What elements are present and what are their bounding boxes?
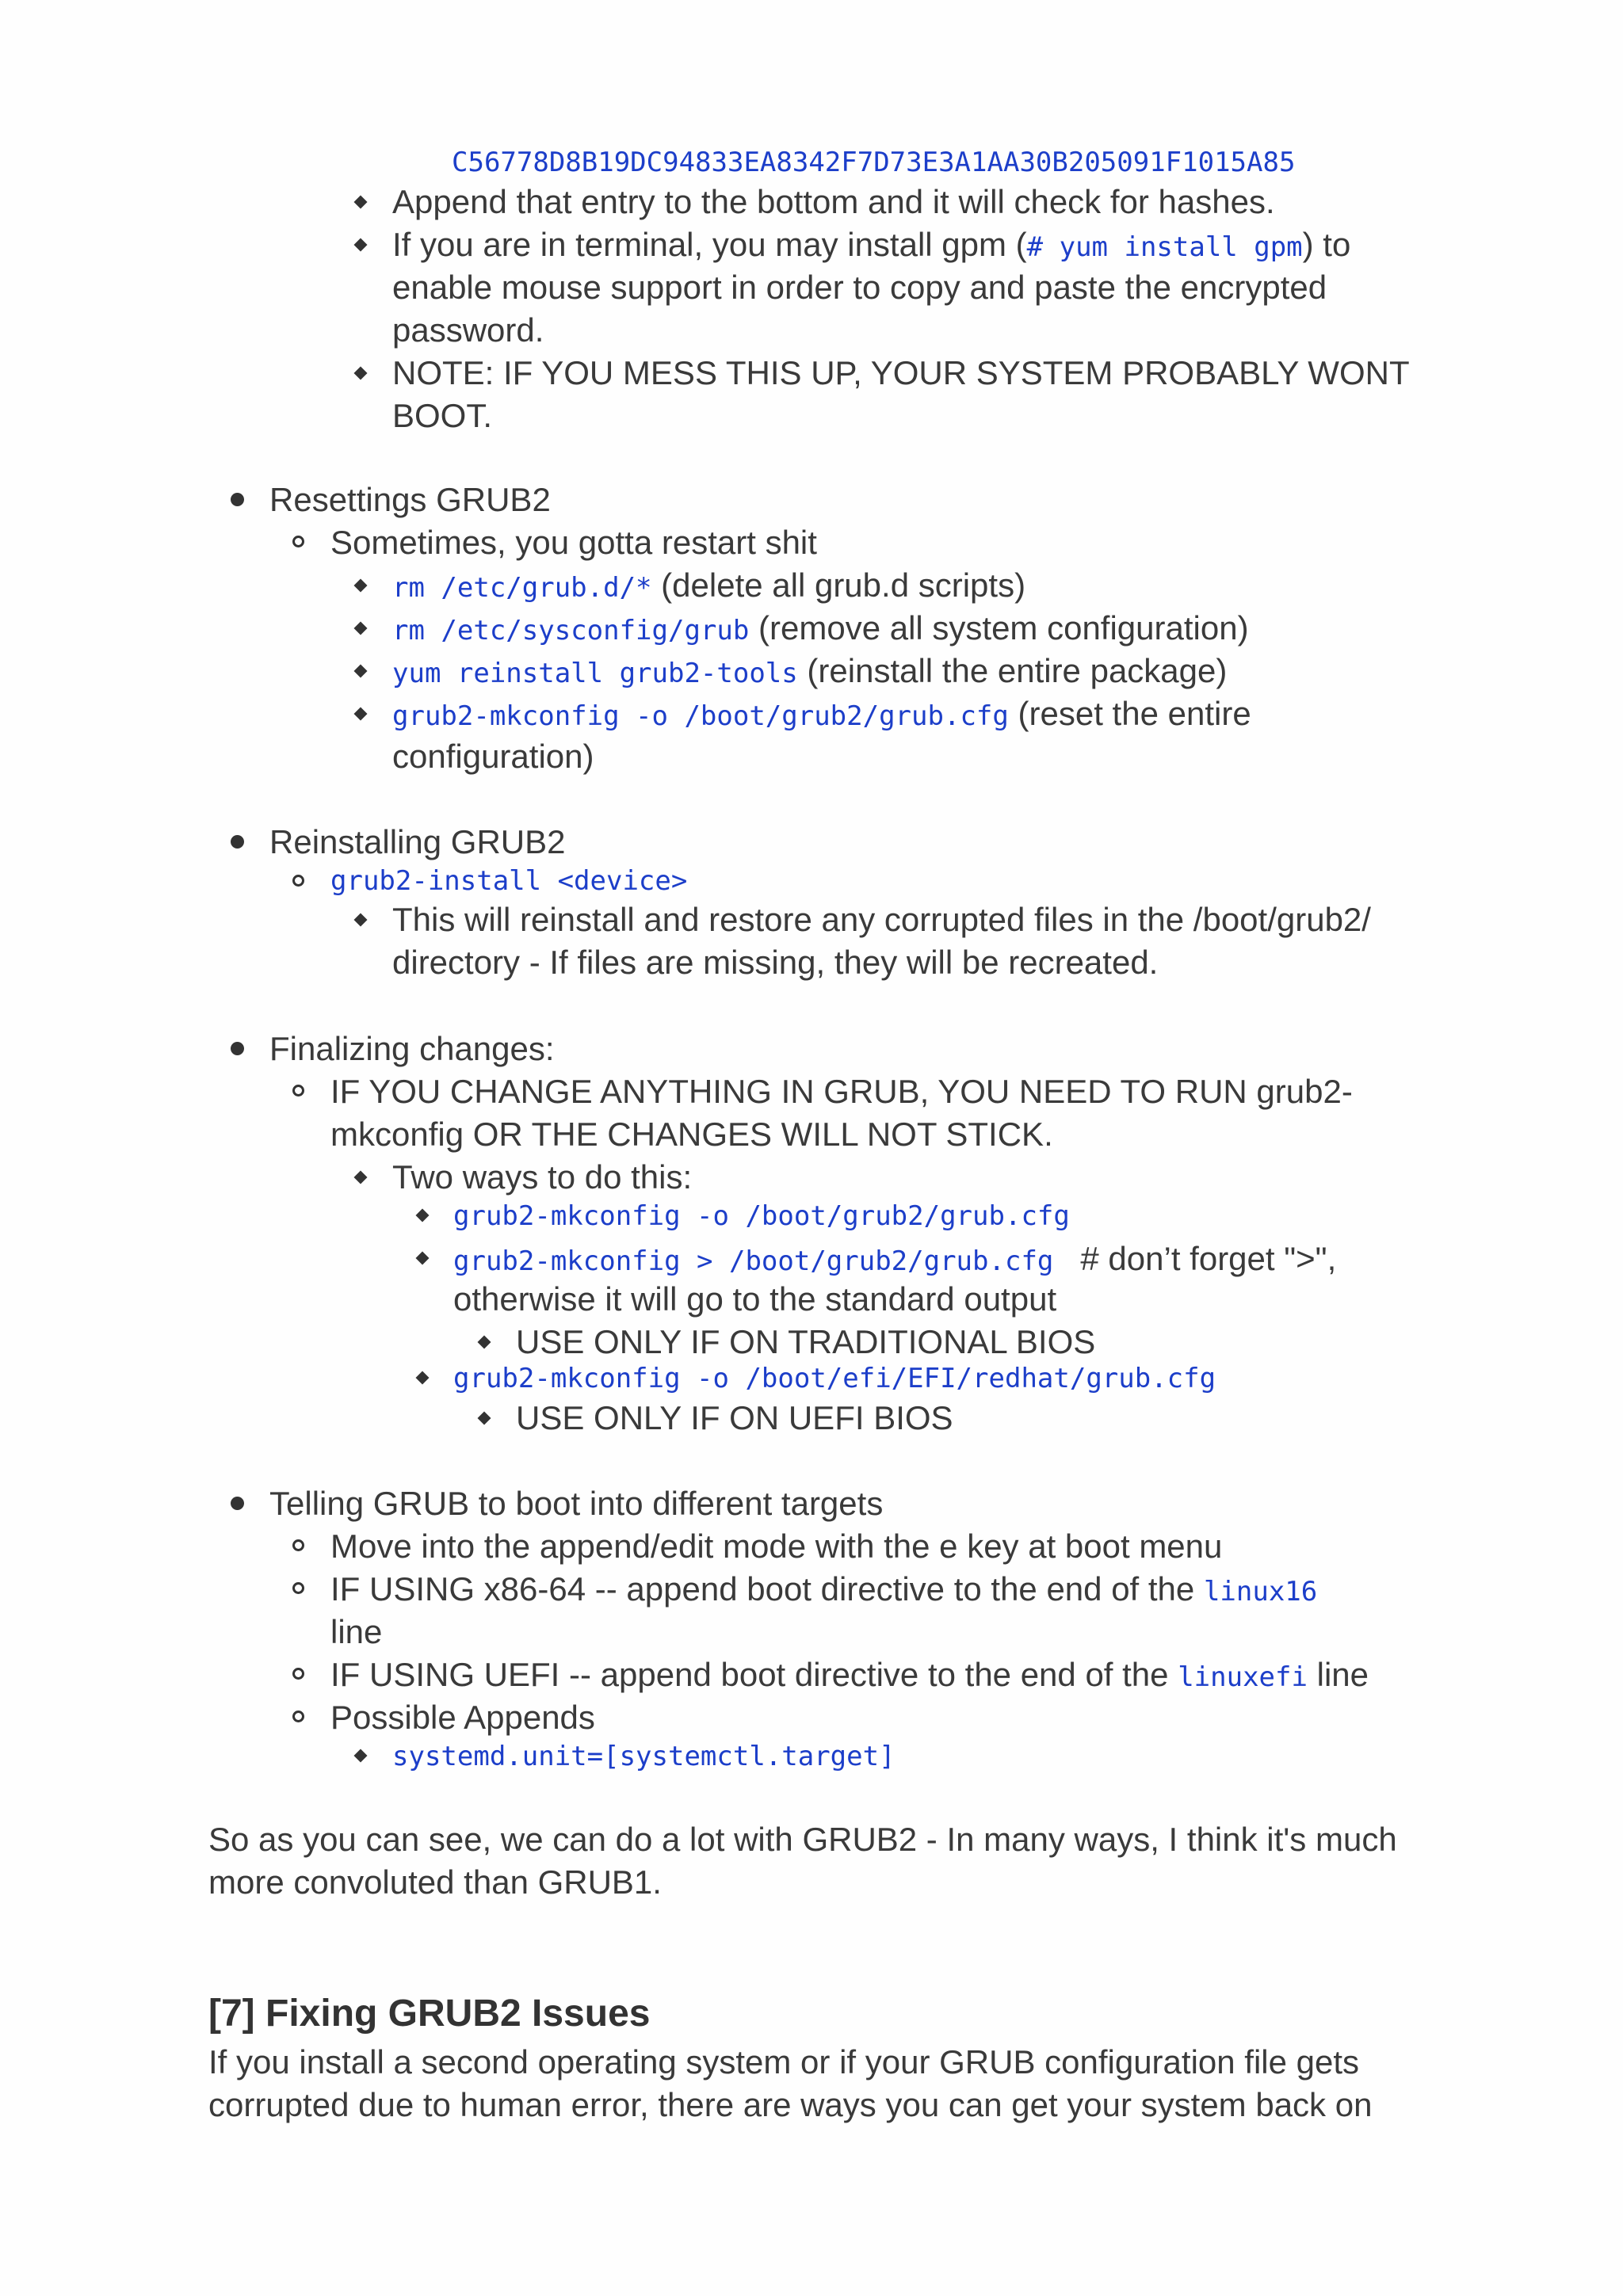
two-ways-text: Two ways to do this: xyxy=(392,1158,693,1196)
disc-bullet-icon xyxy=(231,1042,244,1055)
disc-bullet-icon xyxy=(231,1497,244,1510)
password-hash: C56778D8B19DC94833EA8342F7D73E3A1AA30B205091F1015A85 xyxy=(452,147,1296,178)
diamond-bullet-icon xyxy=(478,1412,491,1425)
circle-bullet-icon xyxy=(292,1539,304,1551)
circle-bullet-icon xyxy=(292,1085,304,1097)
reinstall-line-1: This will reinstall and restore any corrupted files in the /boot/grub2/ xyxy=(392,901,1371,938)
circle-bullet-icon xyxy=(292,875,304,887)
diamond-bullet-icon xyxy=(354,579,368,593)
diamond-bullet-icon xyxy=(416,1252,430,1265)
note-line-1: NOTE: IF YOU MESS THIS UP, YOUR SYSTEM PROBABLY WONT xyxy=(392,354,1410,391)
possible-appends: Possible Appends xyxy=(330,1699,595,1736)
traditional-bios-note: USE ONLY IF ON TRADITIONAL BIOS xyxy=(516,1323,1096,1360)
reset-item-4-line-2: configuration) xyxy=(392,738,594,775)
conclusion-line-2: more convoluted than GRUB1. xyxy=(208,1863,662,1901)
conclusion-line-1: So as you can see, we can do a lot with GRUB2 - In many ways, I think it's much xyxy=(208,1821,1397,1858)
reset-item-3: yum reinstall grub2-tools (reinstall the entire package) xyxy=(392,652,1228,689)
diamond-bullet-icon xyxy=(354,665,368,678)
resetting-title: Resettings GRUB2 xyxy=(269,481,551,518)
reinstalling-title: Reinstalling GRUB2 xyxy=(269,823,566,860)
grub2-install-code: grub2-install <device> xyxy=(330,865,688,897)
diamond-bullet-icon xyxy=(354,1171,368,1184)
reset-item-2: rm /etc/sysconfig/grub (remove all system configuration) xyxy=(392,609,1249,646)
section-7-line-2: corrupted due to human error, there are ways you can get your system back on xyxy=(208,2086,1373,2123)
disc-bullet-icon xyxy=(231,493,244,506)
linuxefi-code: linuxefi xyxy=(1178,1661,1308,1693)
finalizing-warn-line-1: IF YOU CHANGE ANYTHING IN GRUB, YOU NEED TO RUN grub2- xyxy=(330,1073,1353,1110)
circle-bullet-icon xyxy=(292,1668,304,1680)
diamond-bullet-icon xyxy=(354,1749,368,1763)
reset-item-1: rm /etc/grub.d/* (delete all grub.d scripts) xyxy=(392,566,1026,604)
linux16-code: linux16 xyxy=(1203,1576,1318,1608)
diamond-bullet-icon xyxy=(354,196,368,209)
note-line-2: BOOT. xyxy=(392,397,493,434)
finalizing-title: Finalizing changes: xyxy=(269,1030,555,1067)
append-entry-text: Append that entry to the bottom and it will check for hashes. xyxy=(392,183,1275,220)
circle-bullet-icon xyxy=(292,536,304,547)
diamond-bullet-icon xyxy=(354,707,368,721)
systemd-unit-code: systemd.unit=[systemctl.target] xyxy=(392,1741,896,1772)
circle-bullet-icon xyxy=(292,1582,304,1594)
uefi-bios-note: USE ONLY IF ON UEFI BIOS xyxy=(516,1399,953,1436)
reinstall-line-2: directory - If files are missing, they will be recreated. xyxy=(392,944,1159,981)
diamond-bullet-icon xyxy=(416,1209,430,1222)
diamond-bullet-icon xyxy=(354,238,368,252)
circle-bullet-icon xyxy=(292,1711,304,1722)
gpm-line-2: enable mouse support in order to copy and paste the encrypted xyxy=(392,269,1327,306)
diamond-bullet-icon xyxy=(416,1371,430,1385)
section-7-line-1: If you install a second operating system or if your GRUB configuration file gets xyxy=(208,2043,1360,2081)
diamond-bullet-icon xyxy=(478,1336,491,1349)
mkconfig-cmd-2-line: grub2-mkconfig > /boot/grub2/grub.cfg # don’t forget ">", xyxy=(453,1240,1337,1277)
finalizing-warn-line-2: mkconfig OR THE CHANGES WILL NOT STICK. xyxy=(330,1116,1053,1153)
section-heading: [7] Fixing GRUB2 Issues xyxy=(208,1993,651,2035)
targets-move: Move into the append/edit mode with the e key at boot menu xyxy=(330,1527,1223,1565)
targets-title: Telling GRUB to boot into different targets xyxy=(269,1485,884,1522)
resetting-sub: Sometimes, you gotta restart shit xyxy=(330,524,817,561)
gpm-install-code: # yum install gpm xyxy=(1026,231,1303,263)
diamond-bullet-icon xyxy=(354,622,368,635)
reset-item-4: grub2-mkconfig -o /boot/grub2/grub.cfg (reset the entire xyxy=(392,695,1251,732)
gpm-line-3: password. xyxy=(392,311,544,349)
diamond-bullet-icon xyxy=(354,913,368,927)
targets-x86-line: IF USING x86-64 -- append boot directive to the end of the linux16 xyxy=(330,1570,1318,1608)
diamond-bullet-icon xyxy=(354,367,368,380)
targets-x86-line-2: line xyxy=(330,1613,383,1650)
mkconfig-cmd-1: grub2-mkconfig -o /boot/grub2/grub.cfg xyxy=(453,1200,1070,1232)
disc-bullet-icon xyxy=(231,835,244,849)
mkconfig-cmd-2: grub2-mkconfig > /boot/grub2/grub.cfg xyxy=(453,1245,1054,1277)
mkconfig-cmd-2-line-2: otherwise it will go to the standard output xyxy=(453,1280,1057,1318)
targets-uefi-line: IF USING UEFI -- append boot directive to the end of the linuxefi line xyxy=(330,1656,1369,1693)
gpm-line-1: If you are in terminal, you may install gpm (# yum install gpm) to xyxy=(392,226,1351,263)
mkconfig-cmd-3: grub2-mkconfig -o /boot/efi/EFI/redhat/grub.cfg xyxy=(453,1363,1216,1394)
